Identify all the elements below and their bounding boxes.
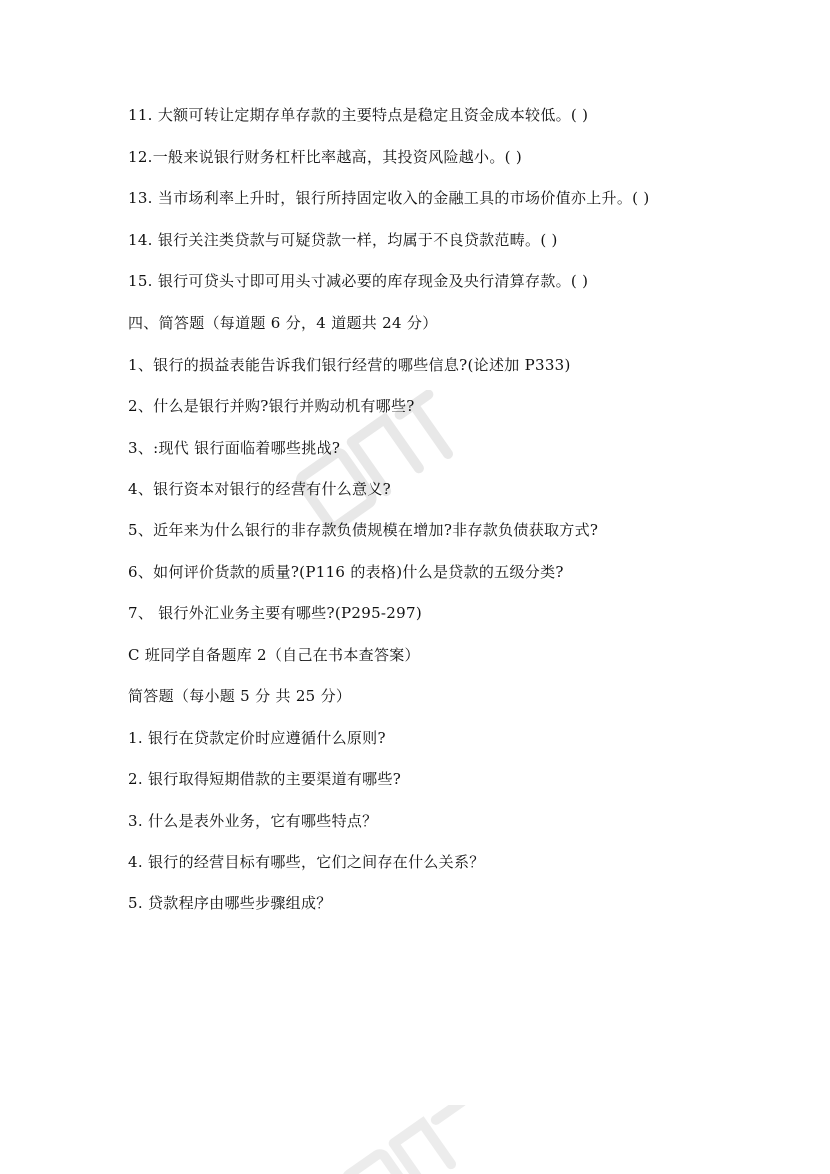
bank-question-1: 1. 银行在贷款定价时应遵循什么原则? — [128, 729, 386, 747]
question-14: 14. 银行关注类贷款与可疑贷款一样，均属于不良贷款范畴。( ) — [128, 231, 558, 249]
question-15: 15. 银行可贷头寸即可用头寸减必要的库存现金及央行清算存款。( ) — [128, 272, 589, 290]
bank-question-2: 2. 银行取得短期借款的主要渠道有哪些? — [128, 770, 402, 788]
bank-question-5: 5. 贷款程序由哪些步骤组成？ — [128, 894, 332, 912]
question-13: 13. 当市场利率上升时，银行所持固定收入的金融工具的市场价值亦上升。( ) — [128, 189, 650, 207]
bank-question-3: 3. 什么是表外业务，它有哪些特点？ — [128, 812, 378, 830]
short-answer-1: 1、银行的损益表能告诉我们银行经营的哪些信息?(论述加 P333) — [128, 356, 571, 374]
section-heading-short-answer-2: 简答题（每小题 5 分 共 25 分） — [128, 687, 352, 705]
question-bank-heading: C 班同学自备题库 2（自己在书本查答案） — [128, 646, 420, 664]
short-answer-6: 6、如何评价货款的质量?(P116 的表格)什么是贷款的五级分类? — [128, 563, 564, 581]
bank-question-4: 4. 银行的经营目标有哪些，它们之间存在什么关系？ — [128, 853, 485, 871]
short-answer-5: 5、近年来为什么银行的非存款负债规模在增加?非存款负债获取方式? — [128, 521, 599, 539]
question-12: 12.一般来说银行财务杠杆比率越高，其投资风险越小。( ) — [128, 148, 523, 166]
short-answer-7: 7、 银行外汇业务主要有哪些?(P295-297) — [128, 604, 422, 622]
watermark-stamp-icon — [330, 1105, 500, 1174]
question-11: 11. 大额可转让定期存单存款的主要特点是稳定且资金成本较低。( ) — [128, 106, 589, 124]
section-heading-short-answer: 四、简答题（每道题 6 分，4 道题共 24 分） — [128, 314, 438, 332]
short-answer-3: 3、:现代 银行面临着哪些挑战? — [128, 439, 341, 457]
short-answer-4: 4、银行资本对银行的经营有什么意义? — [128, 480, 391, 498]
short-answer-2: 2、什么是银行并购?银行并购动机有哪些? — [128, 397, 415, 415]
